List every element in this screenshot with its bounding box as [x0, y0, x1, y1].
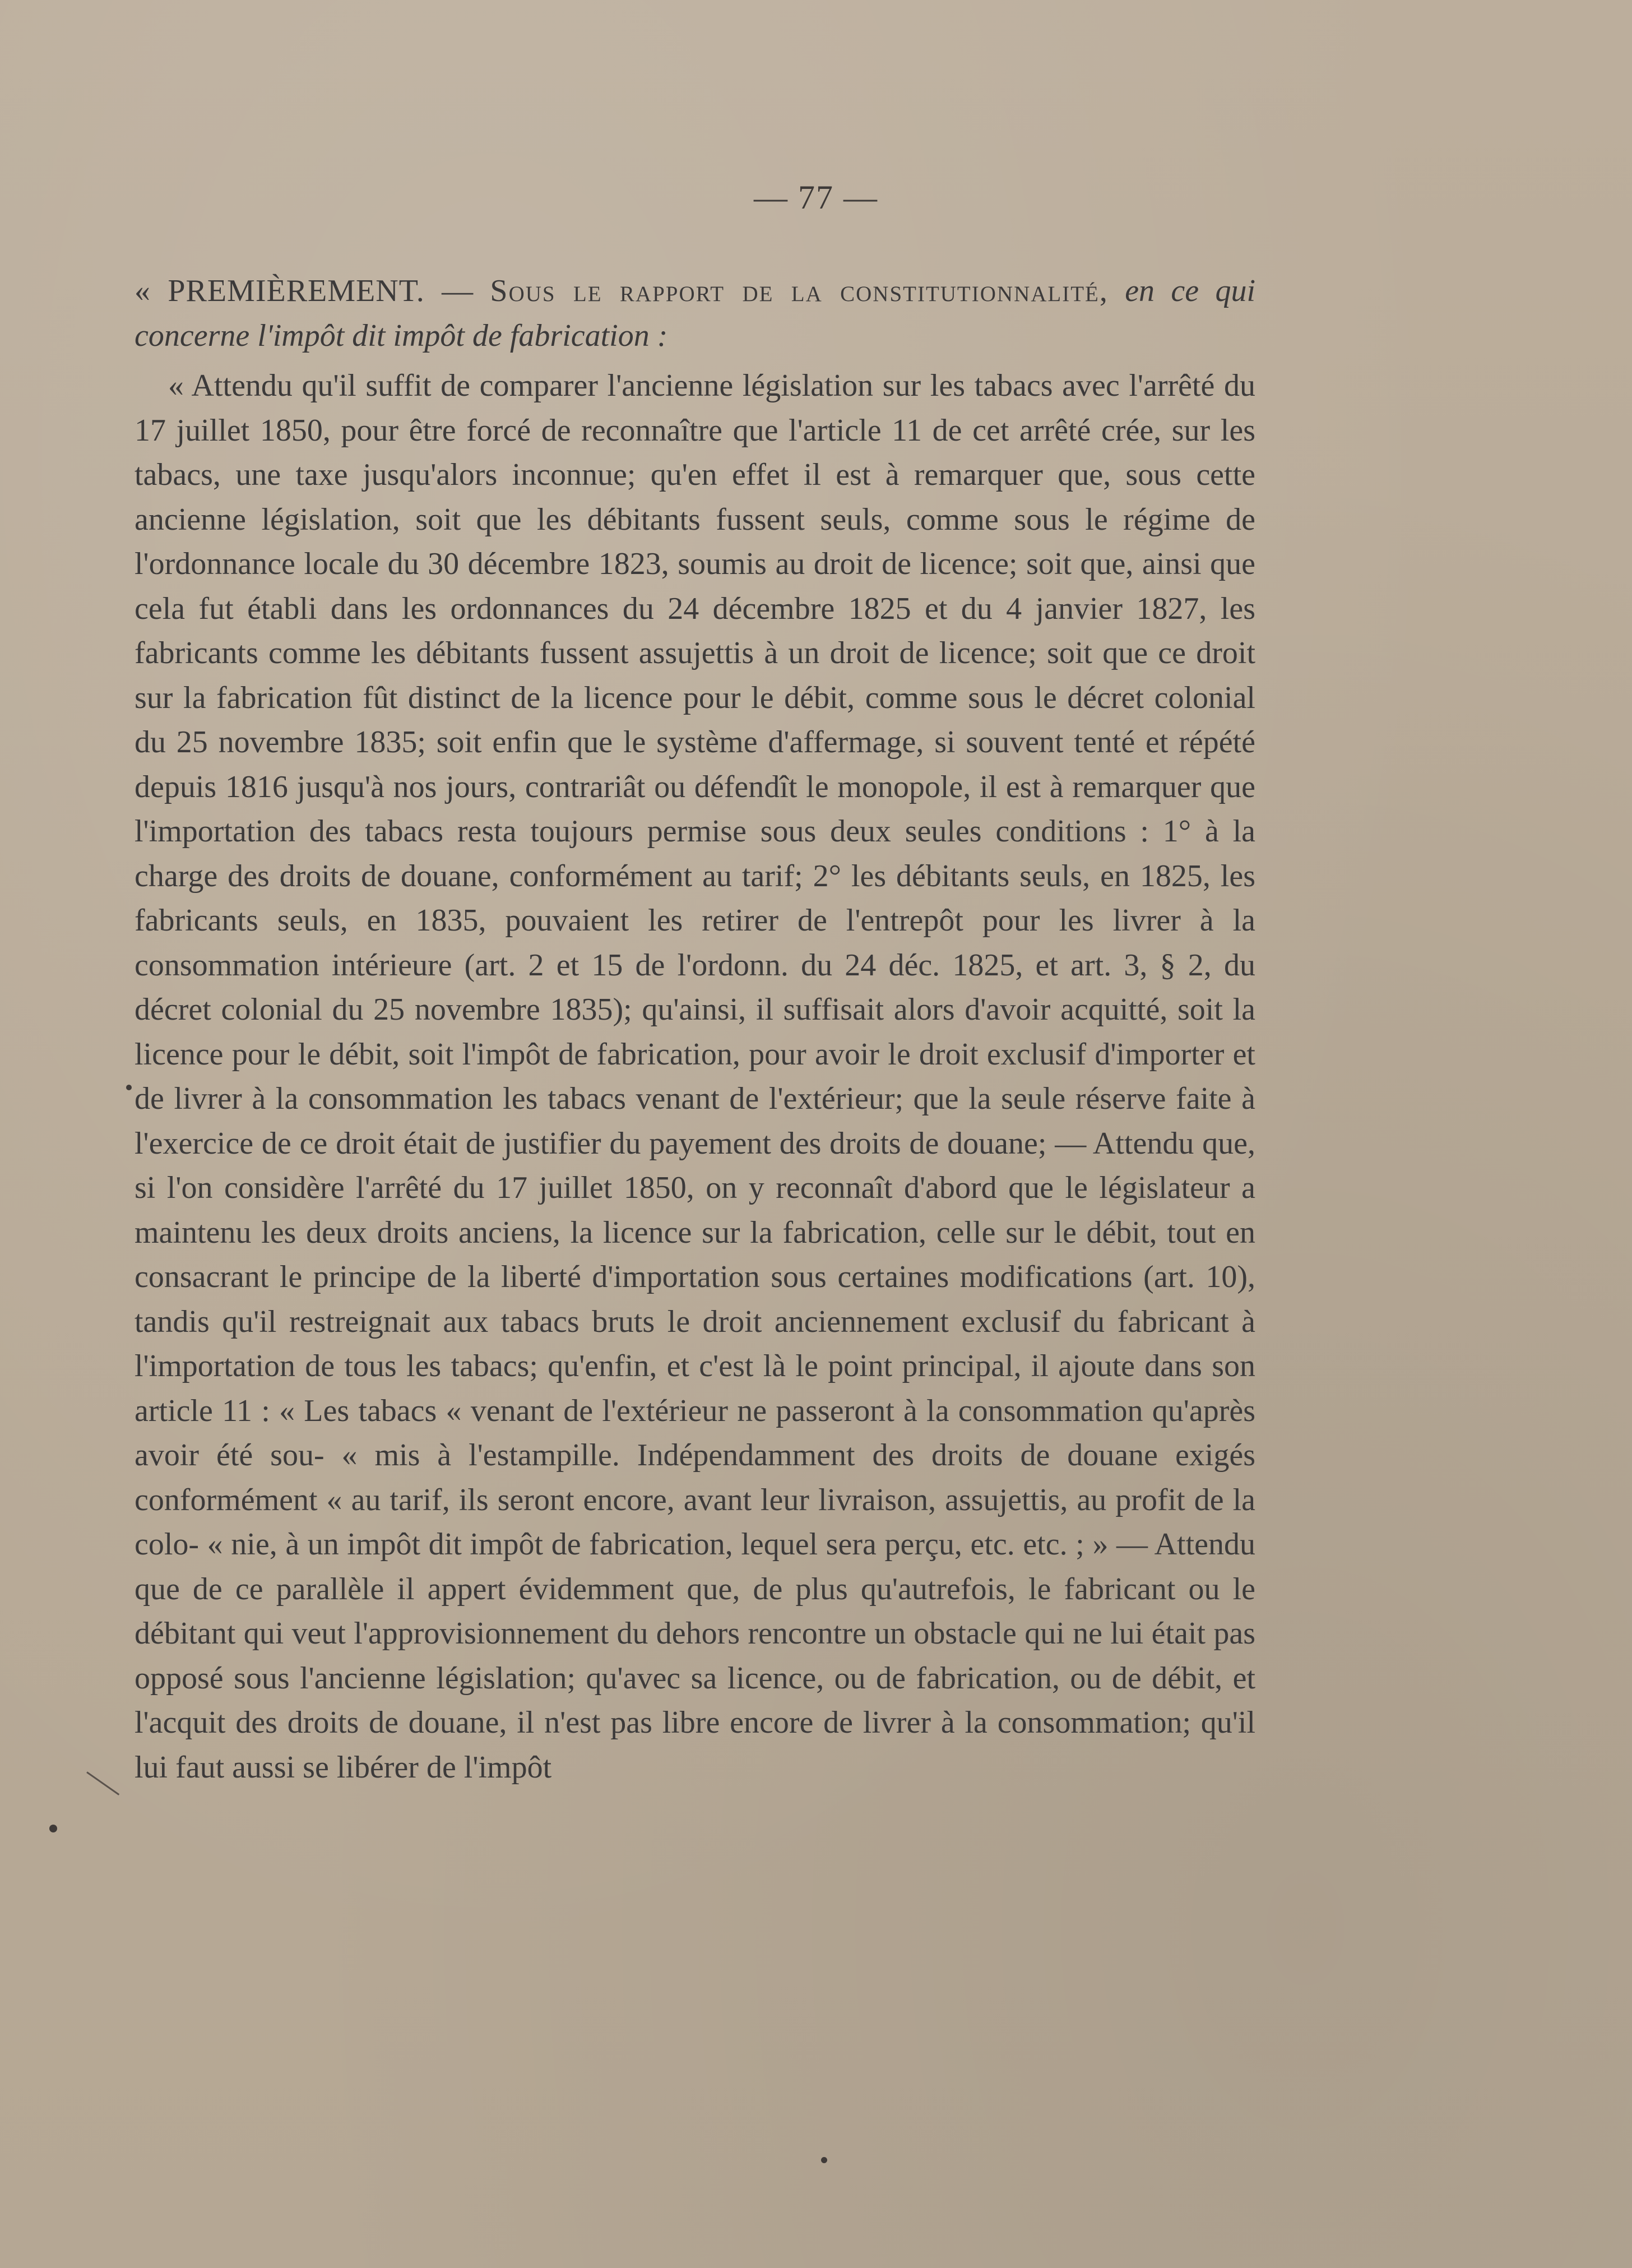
- margin-pencil-mark: [86, 1771, 119, 1795]
- ink-speck: [126, 1085, 132, 1090]
- ink-speck: [821, 2157, 827, 2163]
- section-heading: [135, 269, 1255, 358]
- heading-title: « PREMIÈREMENT. —: [135, 274, 474, 308]
- heading-italic: en ce qui concerne l'impôt dit impôt de fabrication :: [135, 274, 1256, 353]
- body-paragraph: « Attendu qu'il suffit de comparer l'ancienne législation sur les tabacs avec l'arrêté du 17 juillet 1850, pour être forcé de reconnaître que l'article 11 de cet arrêté crée, sur les tabacs, une taxe jusqu'alors inconnue; qu'en effet il est à remarquer que, sous cette ancienne législation, soit que les débitants fussent seuls, comme sous le régime de l'ordonnance locale du 30 décembre 1823, soumis au droit de licence; soit que, ainsi que cela fut établi dans les ordonnances du 24 décembre 1825 et du 4 janvier 1827, les fabricants comme les débitants fussent assujettis à un droit de licence; soit que ce droit sur la fabrication fût distinct de la licence pour le débit, comme sous le décret colonial du 25 novembre 1835; soit enfin que le système d'affermage, si souvent tenté et répété depuis 1816 jusqu'à nos jours, contrariât ou défendît le monopole, il est à remarquer que l'importation des tabacs resta toujours permise sous deux seules conditions : 1° à la charge des droits de douane, conformément au tarif; 2° les débitants seuls, en 1825, les fabricants seuls, en 1835, pouvaient les retirer de l'entrepôt pour les livrer à la consommation intérieure (art. 2 et 15 de l'ordonn. du 24 déc. 1825, et art. 3, § 2, du décret colonial du 25 novembre 1835); qu'ainsi, il suffisait alors d'avoir acquitté, soit la licence pour le débit, soit l'impôt de fabrication, pour avoir le droit exclusif d'importer et de livrer à la consommation les tabacs venant de l'extérieur; que la seule réserve faite à l'exercice de ce droit était de justifier du payement des droits de douane; — Attendu que, si l'on considère l'arrêté du 17 juillet 1850, on y reconnaît d'abord que le législateur a maintenu les deux droits anciens, la licence sur la fabrication, celle sur le débit, tout en consacrant le principe de la liberté d'importation sous certaines modifications (art. 10), tandis qu'il restreignait aux tabacs bruts le droit anciennement exclusif du fabricant à l'importation de tous les tabacs; qu'enfin, et c'est là le point principal, il ajoute dans son article 11 : « Les tabacs « venant de l'extérieur ne passeront à la consommation qu'après avoir été sou- « mis à l'estampille. Indépendamment des droits de douane exigés conformément « au tarif, ils seront encore, avant leur livraison, assujettis, au profit de la colo- « nie, à un impôt dit impôt de fabrication, lequel sera perçu, etc. etc. ; » — Attendu que de ce parallèle il appert évidemment que, de plus qu'autrefois, le fabricant ou le débitant qui veut l'approvisionnement du dehors rencontre un obstacle qui ne lui était pas opposé sous l'ancienne législation; qu'avec sa licence, ou de fabrication, ou de débit, et l'acquit des droits de douane, il n'est pas libre encore de livrer à la consommation; qu'il lui faut aussi se libérer de l'impôt: [135, 368, 1255, 1785]
- heading-small-caps: Sous le rapport de la constitutionnalité,: [490, 274, 1109, 308]
- page-number: — 77 —: [754, 179, 878, 216]
- margin-ink-dot: [49, 1825, 57, 1832]
- body-text: [135, 269, 1255, 1790]
